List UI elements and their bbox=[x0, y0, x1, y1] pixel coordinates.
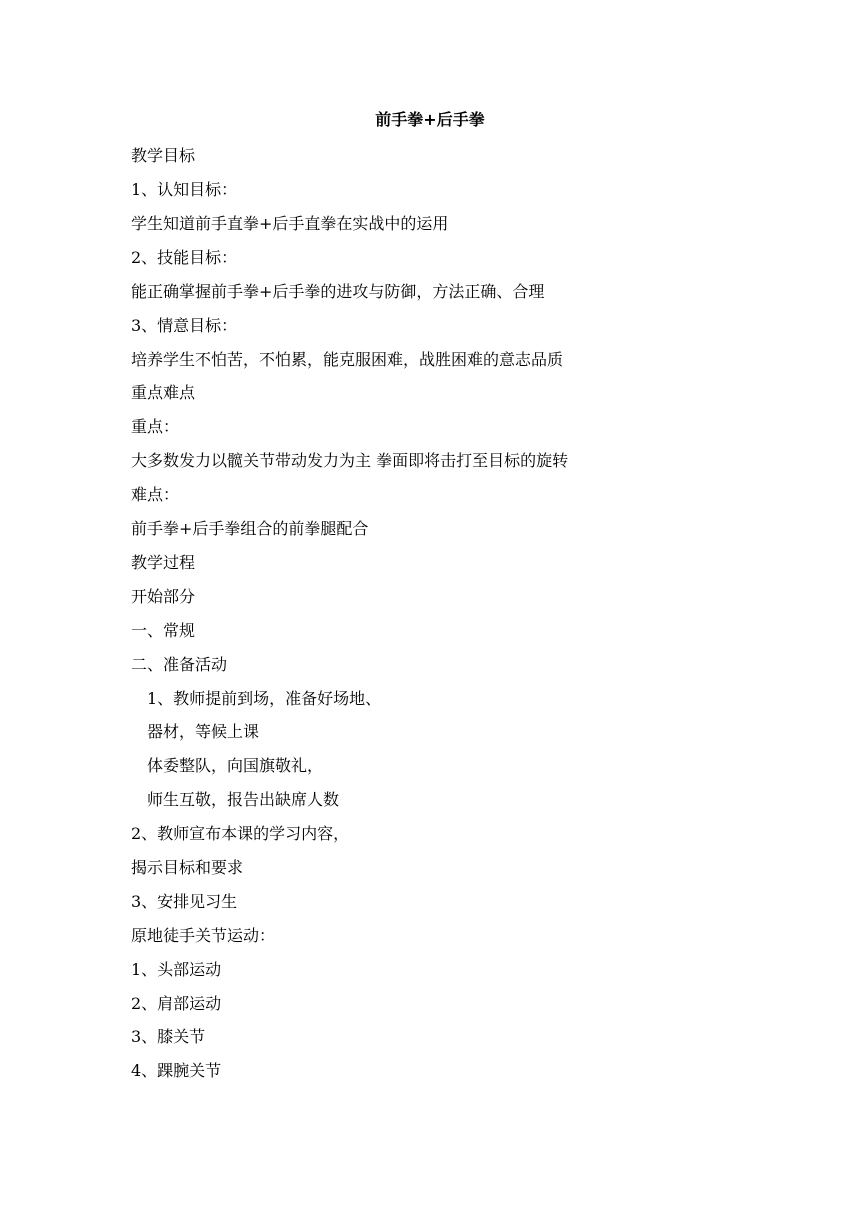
joint-exercise-head: 1、头部运动 bbox=[131, 960, 222, 979]
key-point-text: 大多数发力以髋关节带动发力为主 拳面即将击打至目标的旋转 bbox=[131, 451, 569, 470]
warmup-step-1-continued: 器材，等候上课 bbox=[147, 722, 260, 741]
section-heading-teaching-goals: 教学目标 bbox=[131, 146, 196, 165]
difficulty-text: 前手拳+后手拳组合的前拳腿配合 bbox=[131, 519, 369, 538]
warmup-step-1: 1、教师提前到场，准备好场地、 bbox=[147, 689, 382, 708]
goal-skill-text: 能正确掌握前手拳+后手拳的进攻与防御，方法正确、合理 bbox=[131, 282, 545, 301]
goal-skill-heading: 2、技能目标： bbox=[131, 248, 238, 267]
joint-exercise-shoulder: 2、肩部运动 bbox=[131, 994, 222, 1013]
goal-cognitive-text: 学生知道前手直拳+后手直拳在实战中的运用 bbox=[131, 214, 449, 233]
routine-item: 一、常规 bbox=[131, 621, 196, 640]
joint-exercise-knee: 3、膝关节 bbox=[131, 1027, 206, 1046]
warmup-greeting: 师生互敬，报告出缺席人数 bbox=[147, 790, 340, 809]
section-heading-teaching-process: 教学过程 bbox=[131, 553, 196, 572]
goal-affective-heading: 3、情意目标： bbox=[131, 316, 238, 335]
warmup-step-2: 2、教师宣布本课的学习内容， bbox=[131, 824, 350, 843]
difficulty-heading: 难点： bbox=[131, 485, 180, 504]
warmup-lineup: 体委整队，向国旗敬礼， bbox=[147, 756, 324, 775]
document-title: 前手拳+后手拳 bbox=[375, 110, 485, 129]
section-heading-key-points: 重点难点 bbox=[131, 383, 196, 402]
joint-exercise-heading: 原地徒手关节运动： bbox=[131, 926, 276, 945]
warmup-heading: 二、准备活动 bbox=[131, 655, 228, 674]
opening-part-heading: 开始部分 bbox=[131, 587, 196, 606]
warmup-step-2-continued: 揭示目标和要求 bbox=[131, 858, 244, 877]
warmup-step-3: 3、安排见习生 bbox=[131, 892, 238, 911]
key-point-heading: 重点： bbox=[131, 417, 180, 436]
joint-exercise-ankle-wrist: 4、踝腕关节 bbox=[131, 1061, 222, 1080]
goal-affective-text: 培养学生不怕苦，不怕累，能克服困难，战胜困难的意志品质 bbox=[131, 350, 564, 369]
goal-cognitive-heading: 1、认知目标： bbox=[131, 180, 238, 199]
